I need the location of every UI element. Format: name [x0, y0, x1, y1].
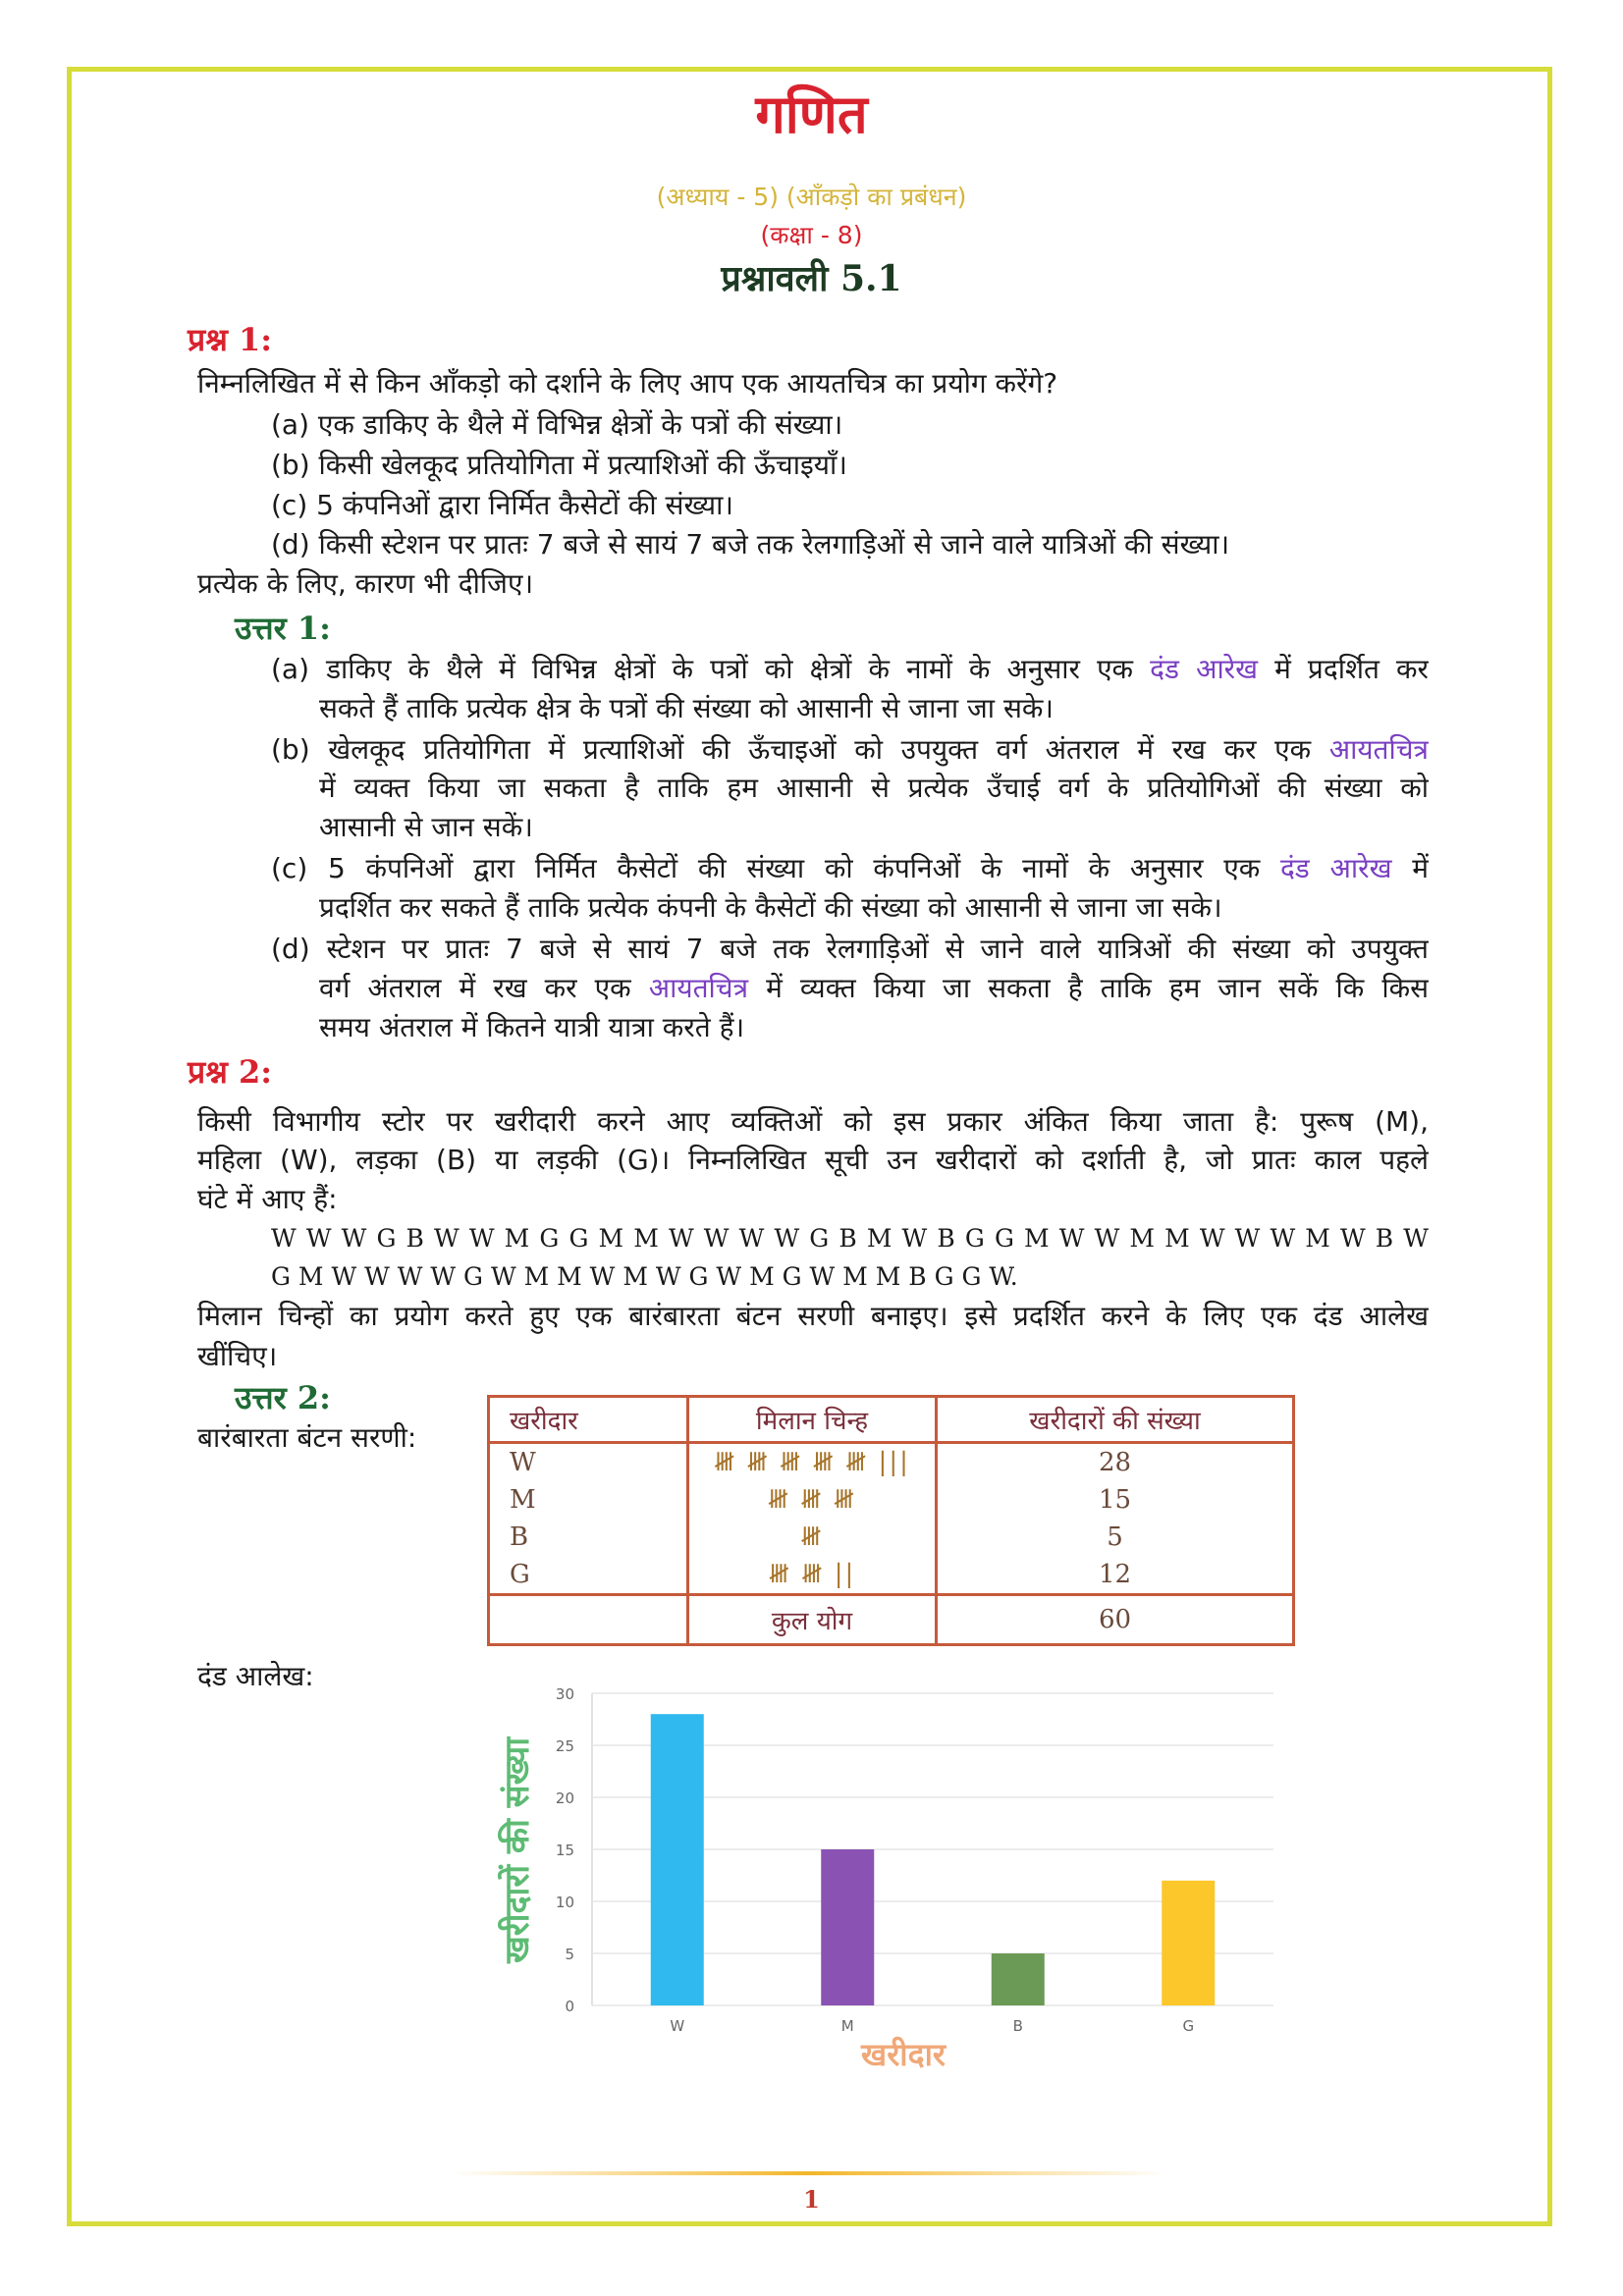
buyer-cell: B — [489, 1519, 688, 1556]
shopper-sequence-line-1: W W W G B W W M G G M M W W W W G B M W B G G M W W M M W W W M W B W — [271, 1224, 1429, 1253]
x-tick-label: B — [1012, 2017, 1023, 2035]
y-tick-label: 30 — [555, 1685, 574, 1703]
shopper-sequence-line-2: G M W W W W G W M M W M W G W M G W M M B G G W. — [271, 1262, 1018, 1291]
y-tick-label: 25 — [555, 1737, 574, 1755]
question-2-instruction-1: मिलान चिन्हों का प्रयोग करते हुए एक बारंबारता बंटन सरणी बनाइए। इसे प्रदर्शित करने के लिए एक दंड आलेख — [197, 1300, 1429, 1332]
tally-cell: 𝍸 𝍸 𝍸 𝍸 𝍸 ||| — [688, 1443, 937, 1482]
exercise-title: प्रश्नावली 5.1 — [721, 258, 902, 299]
chapter-subtitle: (अध्याय - 5) (आँकड़ो का प्रबंधन) — [656, 183, 967, 211]
question-2-label: प्रश्न 2: — [188, 1053, 273, 1091]
answer-1-d-line-1: (d) स्टेशन पर प्रातः 7 बजे से सायं 7 बजे तक रेलगाड़िओं से जाने वाले यात्रिओं की संख्या को उपयुक्त — [271, 933, 1429, 965]
question-2-instruction-2: खींचिए। — [197, 1340, 278, 1372]
count-cell: 28 — [937, 1443, 1294, 1482]
y-tick-label: 0 — [565, 1998, 574, 2015]
text: में प्रदर्शित कर — [1274, 653, 1429, 685]
question-1-label: प्रश्न 1: — [188, 321, 273, 358]
answer-1-d-line-3: समय अंतराल में कितने यात्री यात्रा करते हैं। — [319, 1011, 745, 1043]
chart-bars — [651, 1714, 1216, 2005]
y-tick-label: 5 — [565, 1946, 574, 1963]
text: (a) डाकिए के थैले में विभिन्न क्षेत्रों के पत्रों को क्षेत्रों के नामों के अनुसार एक — [271, 653, 1134, 685]
header-tally: मिलान चिन्ह — [688, 1397, 937, 1443]
text: (b) खेलकूद प्रतियोगिता में प्रत्याशिओं की ऊँचाइओं को उपयुक्त वर्ग अंतराल में रख कर एक — [271, 733, 1312, 766]
chart-caption: दंड आलेख: — [197, 1660, 314, 1692]
total-label: कुल योग — [688, 1595, 937, 1645]
tally-cell: 𝍸 𝍸 𝍸 — [688, 1481, 937, 1519]
question-2-line-2: महिला (W), लड़का (B) या लड़की (G)। निम्नलिखित सूची उन खरीदारों को दर्शाती है, जो प्रातः काल पहले — [197, 1144, 1429, 1176]
question-2-line-3: घंटे में आए हैं: — [197, 1183, 338, 1215]
highlight-term: आयतचित्र — [648, 972, 749, 1004]
x-tick-label: M — [840, 2017, 854, 2035]
text: में व्यक्त किया जा सकता है ताकि हम जान सकें कि किस — [766, 972, 1429, 1004]
table-caption: बारंबारता बंटन सरणी: — [197, 1421, 417, 1454]
text: वर्ग अंतराल में रख कर एक — [319, 972, 631, 1004]
question-1-option-a: (a) एक डाकिए के थैले में विभिन्न क्षेत्रों के पत्रों की संख्या। — [271, 408, 843, 441]
question-1-text: निम्नलिखित में से किन आँकड़ो को दर्शाने के लिए आप एक आयतचित्र का प्रयोग करेंगे? — [197, 367, 1058, 400]
tally-cell: 𝍸 — [688, 1519, 937, 1556]
footer-divider — [452, 2171, 1168, 2175]
count-cell: 5 — [937, 1519, 1294, 1556]
y-tick-label: 15 — [555, 1842, 574, 1859]
highlight-term: आयतचित्र — [1328, 733, 1429, 766]
y-tick-labels — [556, 1685, 574, 2015]
answer-1-label: उत्तर 1: — [235, 610, 331, 647]
answer-1-b-line-3: आसानी से जान सकें। — [319, 811, 533, 843]
bar-W — [651, 1714, 704, 2005]
x-tick-labels — [670, 2017, 1194, 2035]
x-axis-label: खरीदार — [861, 2036, 946, 2073]
question-1-option-c: (c) 5 कंपनिओं द्वारा निर्मित कैसेटों की संख्या। — [271, 489, 733, 521]
class-label: (कक्षा - 8) — [760, 221, 863, 249]
answer-1-a-line-2: सकते हैं ताकि प्रत्येक क्षेत्र के पत्रों की संख्या को आसानी से जाना जा सके। — [319, 692, 1055, 724]
answer-1-b-line-2: में व्यक्त किया जा सकता है ताकि हम आसानी से प्रत्येक उँचाई वर्ग के प्रतियोगिओं की संख्या को — [319, 772, 1429, 804]
x-tick-label: G — [1182, 2017, 1195, 2035]
y-tick-label: 20 — [555, 1789, 574, 1807]
buyer-cell: G — [489, 1556, 688, 1595]
question-1-option-d: (d) किसी स्टेशन पर प्रातः 7 बजे से सायं 7 बजे तक रेलगाड़िओं से जाने वाले यात्रिओं की संख्या। — [271, 528, 1230, 561]
buyer-cell: M — [489, 1481, 688, 1519]
header-buyer: खरीदार — [489, 1397, 688, 1443]
bar-G — [1162, 1881, 1215, 2005]
answer-1-c-line-2: प्रदर्शित कर सकते हैं ताकि प्रत्येक कंपनी के कैसेटों की संख्या को आसानी से जाना जा सके। — [319, 891, 1222, 924]
x-tick-label: W — [670, 2017, 685, 2035]
count-cell: 15 — [937, 1481, 1294, 1519]
y-tick-label: 10 — [555, 1894, 574, 1911]
count-cell: 12 — [937, 1556, 1294, 1595]
highlight-term: दंड आरेख — [1279, 852, 1392, 884]
text: में — [1412, 852, 1429, 884]
buyer-cell: W — [489, 1443, 688, 1482]
highlight-term: दंड आरेख — [1150, 653, 1259, 685]
total-count: 60 — [937, 1595, 1294, 1645]
page-title: गणित — [755, 83, 868, 145]
tally-cell: 𝍸 𝍸 || — [688, 1556, 937, 1595]
page-number: 1 — [803, 2185, 820, 2214]
question-2-line-1: किसी विभागीय स्टोर पर खरीदारी करने आए व्यक्तिओं को इस प्रकार अंकित किया जाता है: पुरूष (M), — [197, 1105, 1429, 1138]
header-count: खरीदारों की संख्या — [937, 1397, 1294, 1443]
text: (c) 5 कंपनिओं द्वारा निर्मित कैसेटों की संख्या को कंपनिओं के नामों के अनुसार एक — [271, 852, 1261, 884]
y-axis-label: खरीदारों की संख्या — [498, 1736, 537, 1964]
question-1-option-b: (b) किसी खेलकूद प्रतियोगिता में प्रत्याशिओं की ऊँचाइयाँ। — [271, 449, 847, 481]
question-1-footer: प्रत्येक के लिए, कारण भी दीजिए। — [197, 567, 534, 600]
answer-2-label: उत्तर 2: — [235, 1379, 331, 1416]
bar-M — [821, 1849, 874, 2005]
bar-B — [992, 1953, 1045, 2005]
